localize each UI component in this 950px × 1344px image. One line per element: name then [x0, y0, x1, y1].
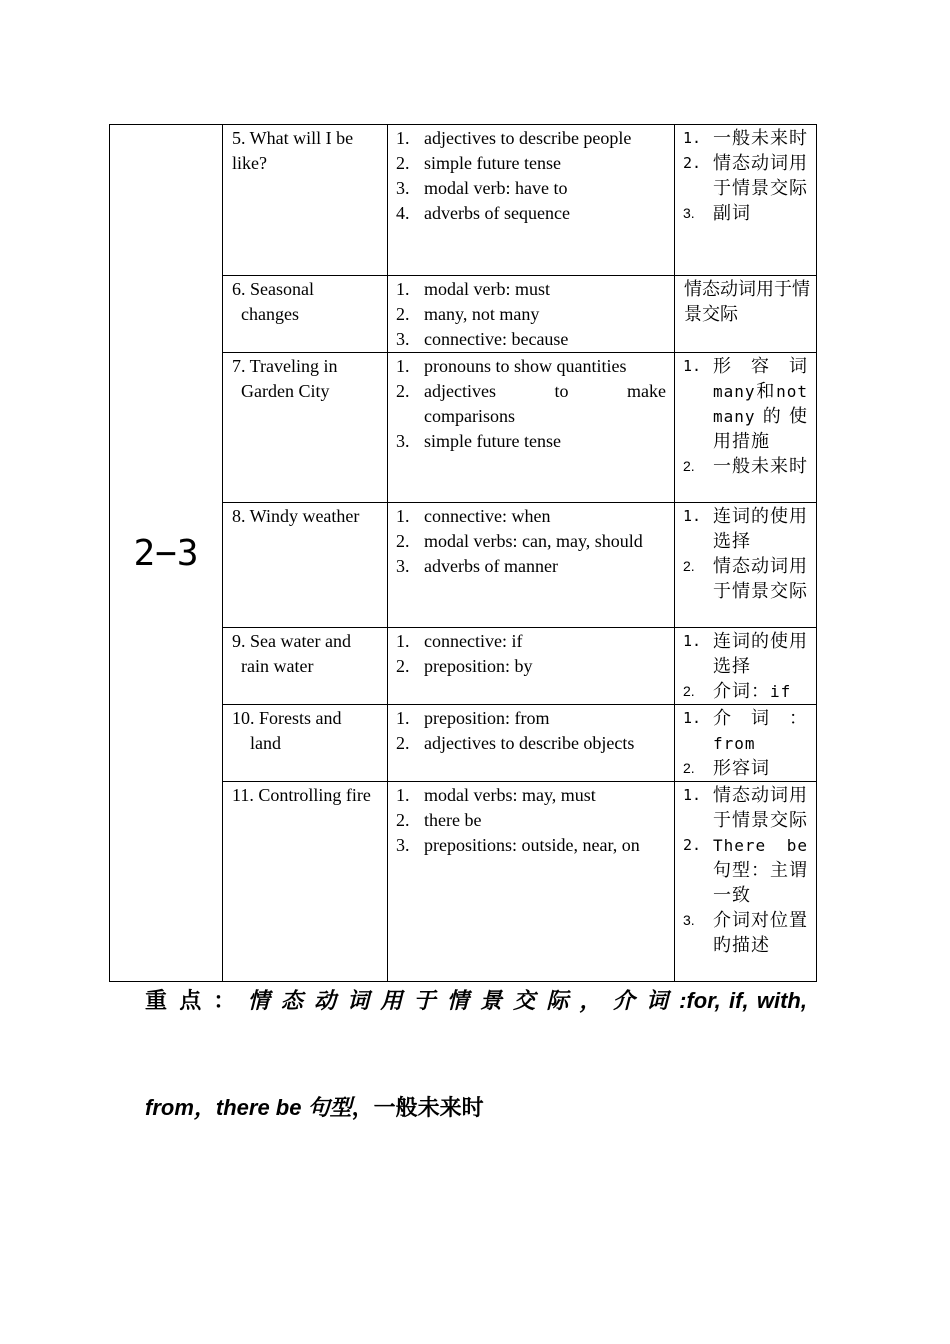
unit-title: 7. Traveling in [232, 356, 338, 376]
list-item: 2. modal verbs: can, may, should [396, 531, 643, 551]
list-item: 1. pronouns to show quantities [396, 356, 627, 376]
unit-title-cell [223, 503, 388, 628]
grammar-cell [388, 276, 675, 353]
list-item: 2. 介词：if [683, 681, 792, 701]
key-points-cell [675, 628, 817, 705]
list-item: 1. 连词的使用选择 [683, 631, 808, 676]
table-row [110, 125, 817, 276]
list-item: 2. simple future tense [396, 153, 561, 173]
list-item: 1. connective: if [396, 631, 523, 651]
list-item: 1. connective: when [396, 506, 551, 526]
list-item: 3. adverbs of manner [396, 556, 558, 576]
list-item: comparisons [424, 406, 515, 426]
unit-title: 5. What will I be [232, 128, 354, 148]
grade-label: 2−3 [110, 125, 223, 982]
list-item: 2. adjectives to describe objects [396, 733, 635, 753]
unit-title: 9. Sea water and [232, 631, 351, 651]
key-points-cell [675, 276, 817, 353]
unit-title-cont: rain water [241, 656, 314, 676]
unit-title-cell [223, 125, 388, 276]
grammar-cell [388, 628, 675, 705]
unit-title-cont: Garden City [241, 381, 330, 401]
list-item: 3. 副词 [683, 203, 751, 223]
list-item: 2. there be [396, 810, 482, 830]
unit-title-cont: land [250, 733, 281, 753]
grammar-cell [388, 503, 675, 628]
list-item: 1. preposition: from [396, 708, 550, 728]
unit-title: 8. Windy weather [232, 506, 360, 526]
list-item: 1. modal verb: must [396, 279, 550, 299]
list-item: 1. 情态动词用于情景交际 [683, 785, 808, 830]
list-item: 3. modal verb: have to [396, 178, 568, 198]
list-item: 3. 介词对位置旳描述 [683, 910, 808, 955]
list-item: 2. many, not many [396, 304, 540, 324]
list-item: 1. modal verbs: may, must [396, 785, 596, 805]
key-points-cell [675, 705, 817, 782]
key-focus-line-2: from，there be 句型，一般未来时 [145, 1095, 484, 1120]
list-item: 2. 情态动词用于情景交际 [683, 153, 808, 198]
key-point-text: 情态动词用于情景交际 [684, 279, 810, 324]
list-item: 4. adverbs of sequence [396, 203, 570, 223]
unit-title-cell [223, 782, 388, 982]
list-item: 3. simple future tense [396, 431, 561, 451]
key-focus-label: 重点： [145, 988, 248, 1013]
list-item: 2. 情态动词用于情景交际 [683, 556, 808, 601]
grammar-cell [388, 353, 675, 503]
key-points-cell [675, 503, 817, 628]
unit-title: 10. Forests and [232, 708, 342, 728]
list-item: 1. 介词：from [683, 708, 808, 753]
list-item: 2. preposition: by [396, 656, 533, 676]
grammar-cell [388, 782, 675, 982]
list-item: 3. connective: because [396, 329, 569, 349]
list-item: 1. 一般未来时 [683, 128, 808, 148]
key-points-cell [675, 782, 817, 982]
unit-title-cell [223, 353, 388, 503]
unit-title: 6. Seasonal [232, 279, 314, 299]
grammar-cell [388, 125, 675, 276]
unit-title-cont: changes [241, 304, 299, 324]
grammar-cell [388, 705, 675, 782]
key-focus-line-1: 重点：情态动词用于情景交际，介词:for, if, with, [145, 988, 807, 1013]
unit-title-cell [223, 276, 388, 353]
list-item: 3. prepositions: outside, near, on [396, 835, 640, 855]
key-points-cell [675, 353, 817, 503]
units-table [109, 124, 817, 982]
key-points-cell [675, 125, 817, 276]
unit-title-cell [223, 705, 388, 782]
list-item: 2. There be 句型：主谓一致 [683, 836, 808, 905]
unit-title: 11. Controlling fire [232, 785, 371, 805]
unit-title-cont: like? [232, 153, 267, 173]
list-item: 1. adjectives to describe people [396, 128, 632, 148]
list-item: 2. 一般未来时 [683, 456, 808, 476]
list-item: 2. 形容词 [683, 758, 770, 778]
list-item: 1. 形容词many和not many的使用措施 [683, 356, 808, 451]
list-item: 2. adjectives to make [396, 381, 666, 401]
unit-title-cell [223, 628, 388, 705]
list-item: 1. 连词的使用选择 [683, 506, 808, 551]
